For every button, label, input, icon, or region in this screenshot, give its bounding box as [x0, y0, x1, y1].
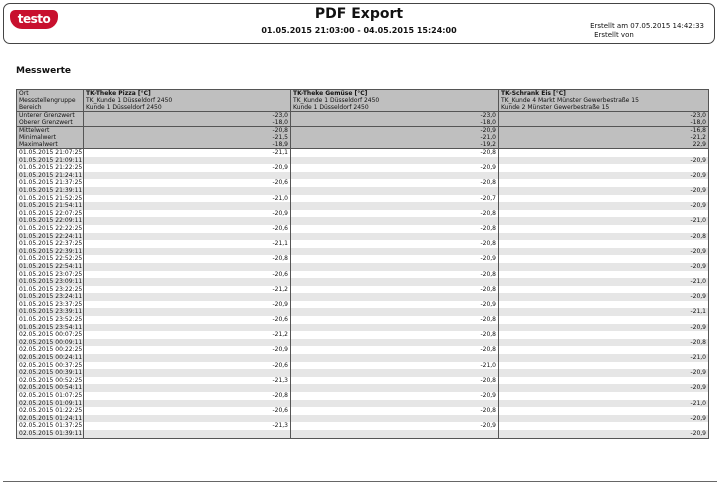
value-cell — [499, 377, 709, 385]
value-cell: -20,8 — [291, 210, 499, 218]
value-cell: -20,9 — [499, 324, 709, 332]
value-cell: -20,8 — [291, 346, 499, 354]
timestamp-cell: 02.05.2015 01:39:11 — [17, 430, 84, 438]
value-cell — [291, 233, 499, 241]
table-row — [17, 293, 709, 301]
label-unterer: Unterer Grenzwert — [17, 112, 84, 120]
value-cell: -20,9 — [499, 293, 709, 301]
min-row — [17, 134, 709, 141]
value-cell: -21,0 — [291, 362, 499, 370]
value-cell: -21,0 — [499, 400, 709, 408]
value-cell — [499, 422, 709, 430]
value-cell: -20,9 — [499, 202, 709, 210]
value-cell: -20,9 — [291, 255, 499, 263]
timestamp-cell: 01.05.2015 23:52:25 — [17, 316, 84, 324]
value-cell — [499, 331, 709, 339]
value-cell: -20,9 — [499, 248, 709, 256]
value-cell: -20,8 — [291, 240, 499, 248]
table-row — [17, 278, 709, 286]
table-row — [17, 354, 709, 362]
value-cell — [291, 187, 499, 195]
measurement-table — [16, 89, 709, 439]
lower-limit: -23,0 — [84, 112, 291, 120]
table-row — [17, 172, 709, 180]
table-row — [17, 202, 709, 210]
value-cell — [84, 369, 291, 377]
value-cell: -20,9 — [499, 187, 709, 195]
value-cell — [499, 255, 709, 263]
mean-value: -20,8 — [84, 127, 291, 135]
report-header — [3, 3, 715, 44]
table-row — [17, 346, 709, 354]
timestamp-cell: 02.05.2015 00:24:11 — [17, 354, 84, 362]
value-cell: -20,8 — [499, 339, 709, 347]
value-cell: -20,6 — [84, 271, 291, 279]
upper-limit-row — [17, 119, 709, 127]
value-cell — [499, 164, 709, 172]
timestamp-cell: 02.05.2015 00:39:11 — [17, 369, 84, 377]
table-row — [17, 324, 709, 332]
table-row — [17, 301, 709, 309]
min-value: -21,5 — [84, 134, 291, 141]
value-cell — [499, 362, 709, 370]
value-cell: -21,0 — [84, 195, 291, 203]
value-cell — [291, 217, 499, 225]
upper-limit: -18,0 — [499, 119, 709, 127]
table-row — [17, 384, 709, 392]
column-group: TK_Kunde 4 Markt Münster Gewerbestraße 15 — [499, 97, 709, 104]
column-area: Kunde 1 Düsseldorf 2450 — [291, 104, 499, 112]
value-cell — [499, 225, 709, 233]
value-cell: -20,9 — [499, 263, 709, 271]
timestamp-cell: 01.05.2015 21:54:11 — [17, 202, 84, 210]
min-value: -21,0 — [291, 134, 499, 141]
value-cell: -20,8 — [291, 407, 499, 415]
value-cell — [84, 187, 291, 195]
value-cell: -21,0 — [499, 217, 709, 225]
value-cell: -20,9 — [291, 301, 499, 309]
max-value: -19,2 — [291, 141, 499, 149]
upper-limit: -18,0 — [291, 119, 499, 127]
timestamp-cell: 01.05.2015 22:07:25 — [17, 210, 84, 218]
timestamp-cell: 01.05.2015 21:22:25 — [17, 164, 84, 172]
value-cell: -20,8 — [291, 149, 499, 157]
value-cell: -20,8 — [84, 392, 291, 400]
timestamp-cell: 01.05.2015 21:52:25 — [17, 195, 84, 203]
value-cell — [291, 400, 499, 408]
timestamp-cell: 02.05.2015 00:37:25 — [17, 362, 84, 370]
column-area: Kunde 2 Münster Gewerbestraße 15 — [499, 104, 709, 112]
value-cell: -21,0 — [499, 278, 709, 286]
value-cell — [499, 392, 709, 400]
timestamp-cell: 02.05.2015 01:24:11 — [17, 415, 84, 423]
label-oberer: Oberer Grenzwert — [17, 119, 84, 127]
table-row — [17, 157, 709, 165]
timestamp-cell: 02.05.2015 00:52:25 — [17, 377, 84, 385]
table-row — [17, 195, 709, 203]
column-name: TK-Theke Gemüse [°C] — [291, 90, 499, 98]
value-cell — [84, 430, 291, 438]
timestamp-cell: 01.05.2015 22:39:11 — [17, 248, 84, 256]
value-cell: -20,6 — [84, 179, 291, 187]
value-cell: -20,9 — [84, 164, 291, 172]
value-cell: -20,9 — [84, 210, 291, 218]
table-row — [17, 286, 709, 294]
value-cell — [291, 172, 499, 180]
value-cell — [499, 316, 709, 324]
max-row — [17, 141, 709, 149]
value-cell — [84, 384, 291, 392]
value-cell: -20,8 — [291, 179, 499, 187]
timestamp-cell: 02.05.2015 01:09:11 — [17, 400, 84, 408]
table-row — [17, 400, 709, 408]
min-value: -21,2 — [499, 134, 709, 141]
table-row — [17, 210, 709, 218]
value-cell — [84, 217, 291, 225]
timestamp-cell: 01.05.2015 22:09:11 — [17, 217, 84, 225]
table-row — [17, 225, 709, 233]
value-cell — [291, 308, 499, 316]
value-cell — [84, 172, 291, 180]
label-max: Maximalwert — [17, 141, 84, 149]
timestamp-cell: 01.05.2015 22:37:25 — [17, 240, 84, 248]
value-cell — [291, 278, 499, 286]
value-cell: -21,2 — [84, 286, 291, 294]
timestamp-cell: 01.05.2015 23:09:11 — [17, 278, 84, 286]
timestamp-cell: 01.05.2015 23:24:11 — [17, 293, 84, 301]
value-cell: -20,8 — [499, 233, 709, 241]
value-cell: -20,9 — [84, 346, 291, 354]
value-cell: -20,8 — [291, 286, 499, 294]
lower-limit: -23,0 — [499, 112, 709, 120]
table-row — [17, 271, 709, 279]
value-cell — [84, 354, 291, 362]
header-row-name — [17, 90, 709, 98]
value-cell: -21,3 — [84, 377, 291, 385]
section-title: Messwerte — [16, 66, 72, 76]
created-by: Erstellt von — [594, 31, 634, 39]
value-cell: -20,9 — [291, 164, 499, 172]
value-cell — [499, 195, 709, 203]
value-cell: -20,9 — [291, 422, 499, 430]
footer-divider — [3, 481, 717, 482]
table-row — [17, 430, 709, 438]
value-cell: -20,6 — [84, 407, 291, 415]
value-cell — [84, 415, 291, 423]
value-cell: -21,0 — [499, 354, 709, 362]
value-cell — [291, 324, 499, 332]
report-title: PDF Export — [314, 6, 404, 22]
timestamp-cell: 01.05.2015 23:39:11 — [17, 308, 84, 316]
value-cell — [291, 354, 499, 362]
value-cell: -20,6 — [84, 362, 291, 370]
timestamp-cell: 02.05.2015 00:54:11 — [17, 384, 84, 392]
value-cell — [291, 415, 499, 423]
table-row — [17, 392, 709, 400]
value-cell — [291, 157, 499, 165]
value-cell: -20,6 — [84, 316, 291, 324]
value-cell — [499, 179, 709, 187]
table-row — [17, 187, 709, 195]
label-bereich: Bereich — [17, 104, 84, 112]
value-cell: -20,9 — [84, 301, 291, 309]
max-value: 22,9 — [499, 141, 709, 149]
value-cell: -20,8 — [291, 225, 499, 233]
value-cell: -21,1 — [499, 308, 709, 316]
value-cell — [84, 324, 291, 332]
value-cell: -20,9 — [499, 157, 709, 165]
value-cell: -20,9 — [499, 369, 709, 377]
value-cell — [84, 293, 291, 301]
table-row — [17, 407, 709, 415]
column-group: TK_Kunde 1 Düsseldorf 2450 — [84, 97, 291, 104]
value-cell — [499, 286, 709, 294]
timestamp-cell: 02.05.2015 00:22:25 — [17, 346, 84, 354]
value-cell — [84, 233, 291, 241]
timestamp-cell: 01.05.2015 23:07:25 — [17, 271, 84, 279]
table-row — [17, 164, 709, 172]
value-cell — [291, 384, 499, 392]
value-cell: -20,9 — [499, 415, 709, 423]
timestamp-cell: 02.05.2015 01:07:25 — [17, 392, 84, 400]
report-meta — [590, 22, 704, 40]
value-cell — [84, 308, 291, 316]
mean-value: -20,9 — [291, 127, 499, 135]
timestamp-cell: 01.05.2015 22:54:11 — [17, 263, 84, 271]
value-cell — [291, 263, 499, 271]
table-row — [17, 316, 709, 324]
created-at: Erstellt am 07.05.2015 14:42:33 — [590, 22, 704, 30]
value-cell — [499, 271, 709, 279]
value-cell — [84, 400, 291, 408]
value-cell — [291, 430, 499, 438]
value-cell: -20,8 — [291, 271, 499, 279]
value-cell — [499, 240, 709, 248]
value-cell — [84, 339, 291, 347]
lower-limit-row — [17, 112, 709, 120]
table-row — [17, 308, 709, 316]
value-cell: -20,8 — [291, 377, 499, 385]
max-value: -18,9 — [84, 141, 291, 149]
column-group: TK_Kunde 1 Düsseldorf 2450 — [291, 97, 499, 104]
value-cell: -20,9 — [291, 392, 499, 400]
header-row-area — [17, 104, 709, 112]
table-row — [17, 263, 709, 271]
table-row — [17, 179, 709, 187]
timestamp-cell: 01.05.2015 21:24:11 — [17, 172, 84, 180]
column-area: Kunde 1 Düsseldorf 2450 — [84, 104, 291, 112]
mean-row — [17, 127, 709, 135]
timestamp-cell: 01.05.2015 23:37:25 — [17, 301, 84, 309]
column-name: TK-Schrank Eis [°C] — [499, 90, 709, 98]
value-cell: -20,6 — [84, 225, 291, 233]
timestamp-cell: 01.05.2015 22:22:25 — [17, 225, 84, 233]
table-row — [17, 369, 709, 377]
value-cell: -20,9 — [499, 430, 709, 438]
value-cell — [499, 407, 709, 415]
value-cell — [499, 346, 709, 354]
value-cell: -20,9 — [499, 172, 709, 180]
timestamp-cell: 01.05.2015 22:52:25 — [17, 255, 84, 263]
value-cell — [84, 248, 291, 256]
value-cell — [291, 293, 499, 301]
value-cell — [499, 301, 709, 309]
table-row — [17, 377, 709, 385]
timestamp-cell: 02.05.2015 00:07:25 — [17, 331, 84, 339]
table-row — [17, 248, 709, 256]
value-cell: -20,9 — [499, 384, 709, 392]
timestamp-cell: 01.05.2015 21:37:25 — [17, 179, 84, 187]
value-cell — [291, 248, 499, 256]
value-cell — [84, 202, 291, 210]
lower-limit: -23,0 — [291, 112, 499, 120]
timestamp-cell: 02.05.2015 01:22:25 — [17, 407, 84, 415]
value-cell — [84, 157, 291, 165]
header-row-group — [17, 97, 709, 104]
timestamp-cell: 01.05.2015 22:24:11 — [17, 233, 84, 241]
timestamp-cell: 01.05.2015 21:09:11 — [17, 157, 84, 165]
value-cell: -21,1 — [84, 240, 291, 248]
value-cell — [84, 263, 291, 271]
label-ort: Ort — [17, 90, 84, 98]
table-row — [17, 217, 709, 225]
value-cell: -21,2 — [84, 331, 291, 339]
value-cell: -20,8 — [84, 255, 291, 263]
value-cell — [291, 202, 499, 210]
value-cell: -20,8 — [291, 331, 499, 339]
timestamp-cell: 01.05.2015 21:07:25 — [17, 149, 84, 157]
timestamp-cell: 01.05.2015 23:54:11 — [17, 324, 84, 332]
timestamp-cell: 01.05.2015 21:39:11 — [17, 187, 84, 195]
table-row — [17, 339, 709, 347]
value-cell — [291, 339, 499, 347]
table-row — [17, 149, 709, 157]
table-row — [17, 422, 709, 430]
testo-logo: testo — [10, 10, 58, 29]
label-min: Minimalwert — [17, 134, 84, 141]
table-row — [17, 233, 709, 241]
value-cell: -20,8 — [291, 316, 499, 324]
timestamp-cell: 02.05.2015 00:09:11 — [17, 339, 84, 347]
value-cell: -21,3 — [84, 422, 291, 430]
value-cell — [499, 149, 709, 157]
timestamp-cell: 01.05.2015 23:22:25 — [17, 286, 84, 294]
table-row — [17, 362, 709, 370]
date-range: 01.05.2015 21:03:00 - 04.05.2015 15:24:00 — [261, 26, 457, 35]
upper-limit: -18,0 — [84, 119, 291, 127]
table-row — [17, 415, 709, 423]
value-cell: -21,1 — [84, 149, 291, 157]
mean-value: -16,8 — [499, 127, 709, 135]
column-name: TK-Theke Pizza [°C] — [84, 90, 291, 98]
value-cell: -20,7 — [291, 195, 499, 203]
value-cell — [499, 210, 709, 218]
value-cell — [84, 278, 291, 286]
timestamp-cell: 02.05.2015 01:37:25 — [17, 422, 84, 430]
label-mittel: Mittelwert — [17, 127, 84, 135]
table-row — [17, 255, 709, 263]
label-gruppe: Messstellengruppe — [17, 97, 84, 104]
value-cell — [291, 369, 499, 377]
table-row — [17, 240, 709, 248]
table-row — [17, 331, 709, 339]
